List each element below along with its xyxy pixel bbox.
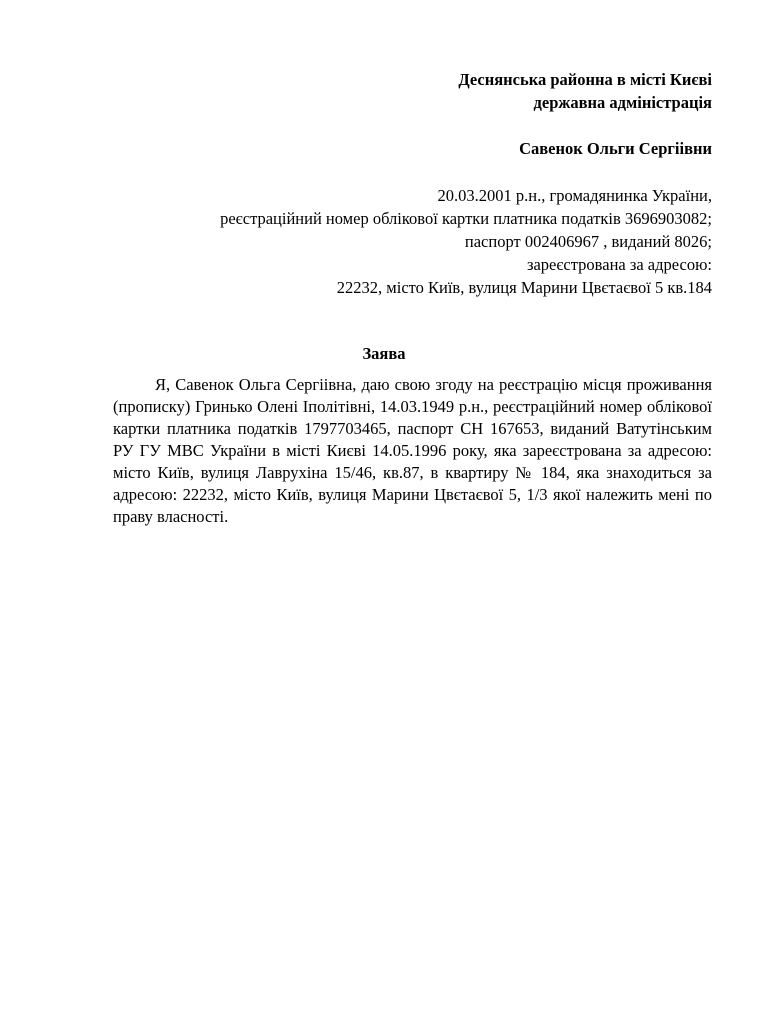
applicant-registered-label: зареєстрована за адресою: xyxy=(526,255,712,274)
applicant-passport: паспорт 002406967 , виданий 8026; xyxy=(464,232,712,251)
applicant-address: 22232, місто Київ, вулиця Марини Цвєтаєвої 5 кв.184 xyxy=(336,278,712,297)
spacer xyxy=(112,114,712,137)
applicant-tax-number: реєстраційний номер облікової картки платника податків 3696903082; xyxy=(220,209,712,228)
recipient-line-2: державна адміністрація xyxy=(533,93,712,112)
recipient-line-1: Деснянська районна в місті Києві xyxy=(458,70,712,89)
spacer xyxy=(112,160,712,184)
addressee-block xyxy=(112,68,712,299)
document-title: Заява xyxy=(362,344,406,363)
applicant-birth-citizenship: 20.03.2001 р.н., громадянинка України, xyxy=(437,186,712,205)
statement-body: Я, Савенок Ольга Сергіівна, даю свою згоду на реєстрацію місця проживання (прописку) Гринько Олені Іполітівні, 14.03.1949 р.н., реєстраційний номер облікової картки платника податків 1797703465, паспорт СН 167653, виданий Ватутінським РУ ГУ МВС України в місті Києві 14.05.1996 року, яка зареєстрована за адресою: місто Київ, вулиця Лаврухіна 15/46, кв.87, в квартиру № 184, яка знаходиться за адресою: 22232, місто Київ, вулиця Марини Цвєтаєвої 5, 1/3 якої належить мені по праву власності. xyxy=(113,375,712,526)
applicant-name: Савенок Ольги Сергіівни xyxy=(519,139,712,158)
